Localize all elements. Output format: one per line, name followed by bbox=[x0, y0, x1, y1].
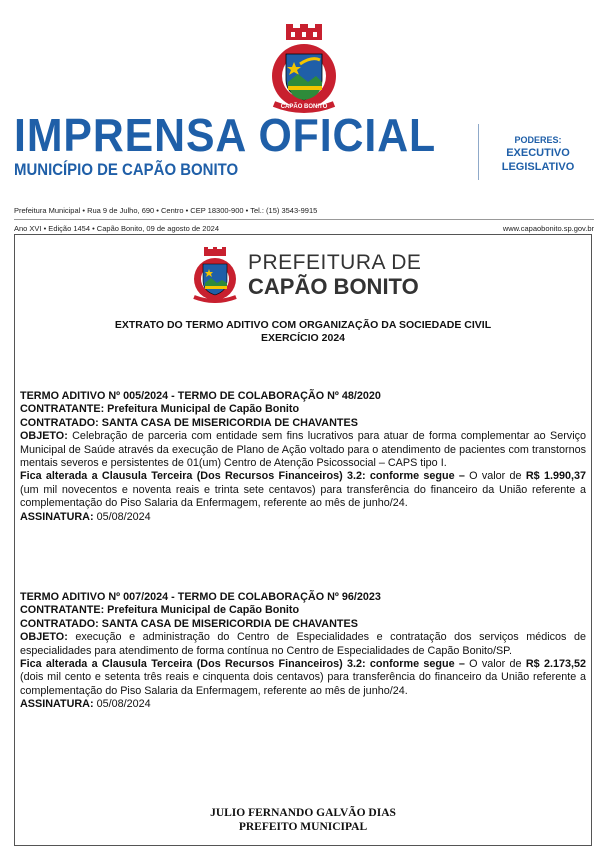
website-link[interactable]: www.capaobonito.sp.gov.br bbox=[502, 224, 594, 233]
signer-role: PREFEITO MUNICIPAL bbox=[238, 821, 368, 833]
header-rule bbox=[14, 219, 594, 220]
signer-block bbox=[20, 806, 586, 834]
objeto-text: Celebração de parceria com entidade sem fins lucrativos para atuar de forma complementar ao Serviço Municipal de Saúde através da execução de Plano de Ação voltado para o atendimento de pacientes com transtornos mentais severos e persistentes de 01(um) Centro de Atenção Psicossocial – CAPS tipo I. bbox=[20, 430, 586, 470]
signer-name: JULIO FERNANDO GALVÃO DIAS bbox=[210, 807, 396, 819]
objeto-text: execução e administração do Centro de Especialidades e contratação dos serviços médicos de especialidades para atendimento de forma contínua no Centro de Especialidades de Capão Bonito/SP. bbox=[20, 631, 586, 657]
objeto-label: OBJETO: bbox=[20, 631, 68, 644]
document-title-line-2: EXERCÍCIO 2024 bbox=[260, 332, 346, 344]
document-title-line-1: EXTRATO DO TERMO ADITIVO COM ORGANIZAÇÃO DA SOCIEDADE CIVIL bbox=[114, 319, 492, 331]
address-line: Prefeitura Municipal • Rua 9 de Julho, 690 • Centro • CEP 18300-900 • Tel.: (15) 3543-9915 bbox=[14, 206, 318, 215]
document-title bbox=[20, 319, 586, 345]
logo-line-1: PREFEITURA DE bbox=[248, 251, 422, 274]
term-heading: TERMO ADITIVO Nº 005/2024 - TERMO DE COLABORAÇÃO Nº 48/2020 bbox=[20, 390, 381, 402]
term-signature bbox=[20, 511, 586, 524]
edition-line: Ano XVI • Edição 1454 • Capão Bonito, 09 de agosto de 2024 bbox=[14, 224, 219, 233]
term-objeto bbox=[20, 430, 586, 470]
clause-value: R$ 1.990,37 bbox=[525, 470, 586, 483]
clause-label: Fica alterada a Clausula Terceira (Dos Recursos Financeiros) 3.2: conforme segue – bbox=[20, 658, 465, 671]
term-section-1 bbox=[20, 390, 586, 524]
term-heading: TERMO ADITIVO Nº 007/2024 - TERMO DE COLABORAÇÃO Nº 96/2023 bbox=[20, 591, 381, 603]
term-objeto bbox=[20, 631, 586, 658]
prefeitura-logo bbox=[190, 247, 420, 303]
clause-pre: O valor de bbox=[464, 658, 526, 671]
city-crest-emblem bbox=[264, 24, 344, 114]
term-signature bbox=[20, 698, 586, 711]
term-contratado: CONTRATADO: SANTA CASA DE MISERICORDIA DE CHAVANTES bbox=[20, 416, 358, 429]
clause-text: (um mil novecentos e noventa reais e trinta sete centavos) para transferência do financeiro da União referente a complementação do Piso Salaria da Enfermagem, referente ao mês de junho/24. bbox=[20, 483, 586, 510]
signature-label: ASSINATURA: bbox=[20, 698, 94, 711]
logo-line-2: CAPÃO BONITO bbox=[248, 274, 419, 299]
term-contratado: CONTRATADO: SANTA CASA DE MISERICORDIA DE CHAVANTES bbox=[20, 617, 358, 630]
term-clause bbox=[20, 470, 586, 510]
clause-value: R$ 2.173,52 bbox=[525, 658, 586, 671]
term-section-2 bbox=[20, 591, 586, 712]
masthead-divider bbox=[478, 124, 479, 180]
term-contratante: CONTRATANTE: Prefeitura Municipal de Capão Bonito bbox=[20, 403, 300, 416]
power-executivo: EXECUTIVO bbox=[506, 147, 570, 159]
powers-label: PODERES: bbox=[514, 135, 562, 145]
objeto-label: OBJETO: bbox=[20, 430, 68, 443]
powers-box bbox=[486, 134, 590, 174]
prefeitura-crest-icon bbox=[190, 247, 240, 303]
municipality-name: MUNICÍPIO DE CAPÃO BONITO bbox=[14, 160, 239, 179]
clause-text: (dois mil cento e setenta três reais e cinquenta dois centavos) para transferência do financeiro da União referente a complementação do Piso Salaria da Enfermagem, referente ao mês de junho/24. bbox=[20, 671, 586, 697]
signature-date: 05/08/2024 bbox=[93, 510, 151, 523]
newspaper-title: IMPRENSA OFICIAL bbox=[14, 109, 437, 161]
clause-pre: O valor de bbox=[464, 470, 526, 483]
signature-label: ASSINATURA: bbox=[20, 510, 94, 523]
term-contratante: CONTRATANTE: Prefeitura Municipal de Capão Bonito bbox=[20, 604, 300, 617]
crest-city-label: CAPÃO BONITO bbox=[280, 104, 328, 110]
term-clause bbox=[20, 658, 586, 698]
signature-date: 05/08/2024 bbox=[93, 698, 151, 711]
power-legislativo: LEGISLATIVO bbox=[501, 161, 575, 173]
clause-label: Fica alterada a Clausula Terceira (Dos Recursos Financeiros) 3.2: conforme segue – bbox=[20, 470, 465, 483]
prefeitura-logo-text bbox=[248, 251, 421, 299]
masthead bbox=[14, 109, 468, 180]
